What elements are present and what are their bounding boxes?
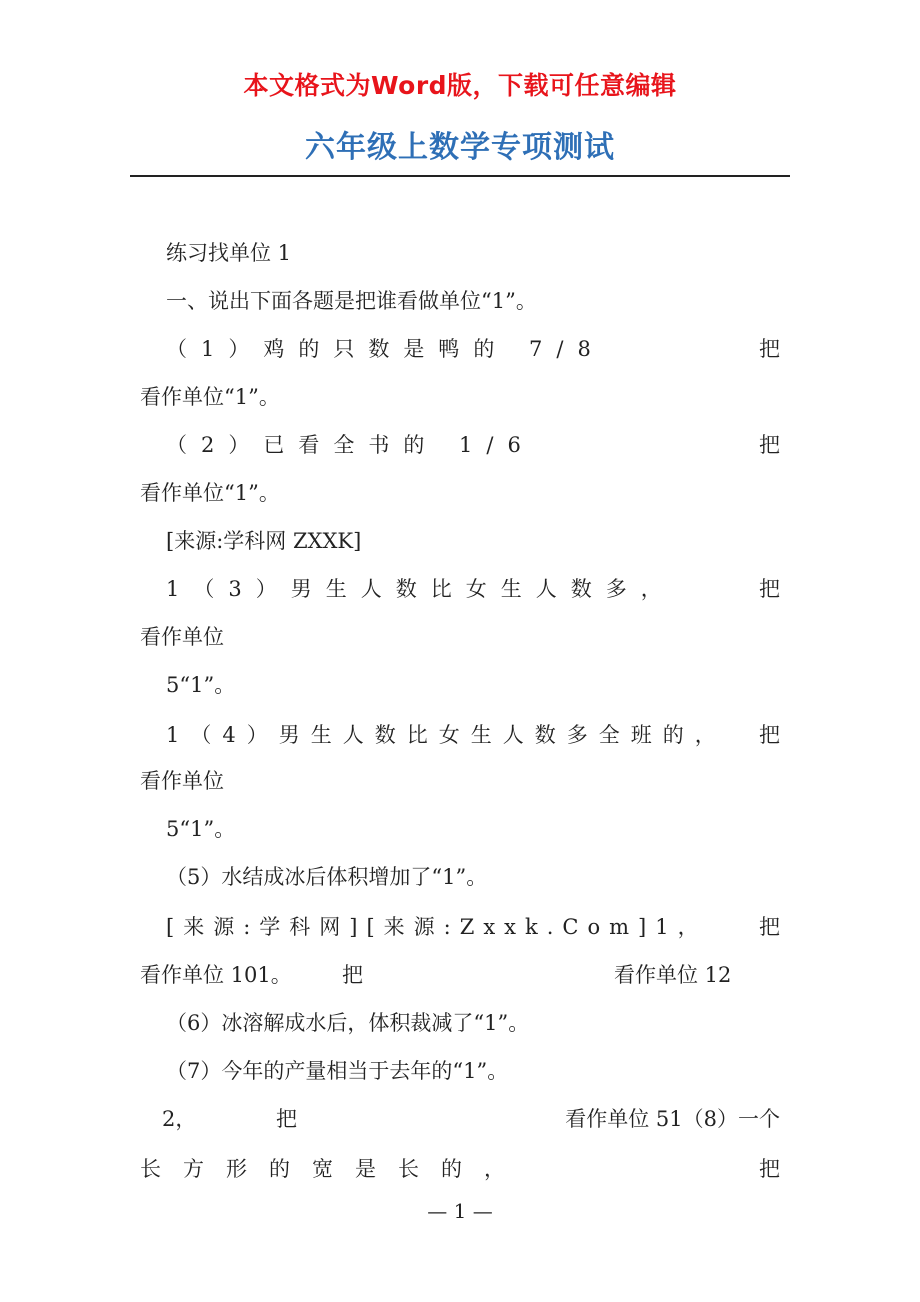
question-4-ba: 把 [759, 723, 780, 747]
question-1-text: （1）鸡的只数是鸭的 7/8 [166, 337, 605, 361]
question-7-text: （7）今年的产量相当于去年的“1”。 [166, 1059, 509, 1083]
line-19-part-c: 看作单位 51（8）一个 [565, 1107, 780, 1131]
question-1-ba: 把 [759, 337, 780, 361]
line-19-part-b: 把 [276, 1107, 297, 1131]
source-note-2-ba: 把 [759, 915, 780, 939]
question-2-ba: 把 [759, 433, 780, 457]
question-3-continuation: 看作单位 [140, 625, 224, 649]
page-number: — 1 — [427, 1199, 493, 1223]
question-4-text: 1（4）男生人数比女生人数多全班的， [166, 723, 727, 747]
line-16-part-a: 看作单位 101。 [140, 963, 292, 987]
question-1-continuation: 看作单位“1”。 [140, 385, 280, 409]
question-8-text: 长方形的宽是长的， [140, 1157, 527, 1181]
line-19-part-a: 2， [162, 1107, 197, 1131]
question-2-text: （2）已看全书的 1/6 [166, 433, 535, 457]
question-4-fraction-note: 5“1”。 [166, 817, 236, 841]
format-banner: 本文格式为Word版，下载可任意编辑 [243, 71, 677, 100]
line-16-part-c: 看作单位 12 [614, 963, 732, 987]
source-note: [来源:学科网 ZXXK] [166, 529, 362, 553]
question-8-ba: 把 [759, 1157, 780, 1181]
question-3-fraction-note: 5“1”。 [166, 673, 236, 697]
question-2-continuation: 看作单位“1”。 [140, 481, 280, 505]
source-note-2: [来源:学科网][来源:Zxxk.Com]1， [166, 915, 708, 939]
question-3-ba: 把 [759, 577, 780, 601]
document-title: 六年级上数学专项测试 [305, 130, 615, 165]
question-5-text: （5）水结成冰后体积增加了“1”。 [166, 865, 488, 889]
question-3-text: 1（3）男生人数比女生人数多， [166, 577, 676, 601]
question-6-text: （6）冰溶解成水后，体积裁减了“1”。 [166, 1011, 530, 1035]
title-divider [130, 175, 790, 177]
question-4-continuation: 看作单位 [140, 769, 224, 793]
line-16-part-b: 把 [342, 963, 363, 987]
section-one-instruction: 一、说出下面各题是把谁看做单位“1”。 [166, 289, 537, 313]
exercise-heading: 练习找单位 1 [166, 241, 292, 265]
